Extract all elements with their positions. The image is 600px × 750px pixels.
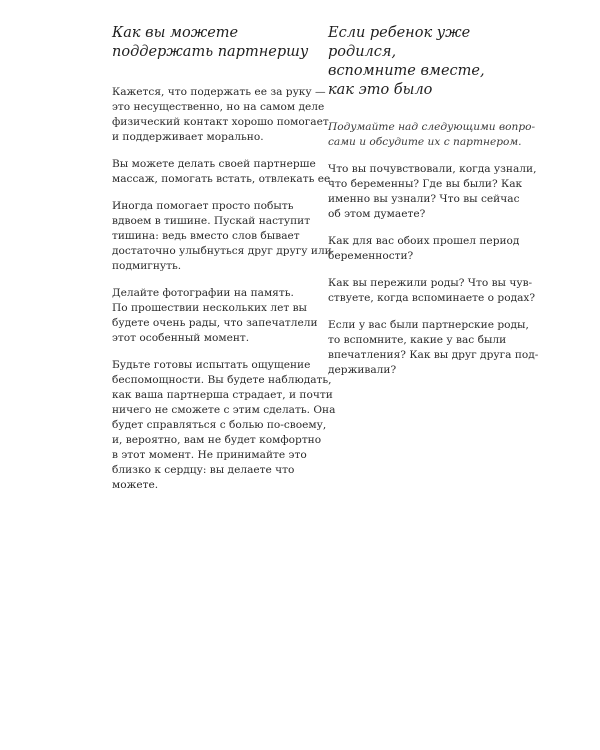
text-line: в этот момент. Не принимайте это bbox=[112, 449, 307, 461]
text-line: ничего не сможете с этим сделать. Она bbox=[112, 404, 336, 416]
text-line: массаж, помогать встать, отвлекать ее. bbox=[112, 173, 334, 185]
left-heading-line: Как вы можете bbox=[112, 25, 239, 41]
text-line: держивали? bbox=[328, 364, 397, 376]
left-paragraph-2 bbox=[112, 157, 334, 187]
text-line: этот особенный момент. bbox=[112, 332, 250, 344]
left-paragraph-5 bbox=[112, 358, 336, 493]
text-line: можете. bbox=[112, 479, 159, 491]
text-line: Подумайте над следующими вопро- bbox=[328, 121, 536, 133]
text-line: вдвоем в тишине. Пускай наступит bbox=[112, 215, 311, 227]
right-question-2 bbox=[328, 234, 528, 264]
left-paragraph-1 bbox=[112, 85, 329, 145]
text-line: сами и обсудите их с партнером. bbox=[328, 136, 522, 148]
text-line: это несущественно, но на самом деле bbox=[112, 101, 325, 113]
text-line: физический контакт хорошо помогает bbox=[112, 116, 329, 128]
text-line: Будьте готовы испытать ощущение bbox=[112, 359, 311, 371]
text-line: достаточно улыбнуться друг другу или bbox=[112, 245, 332, 257]
text-line: беременности? bbox=[328, 250, 414, 262]
text-line: беспомощности. Вы будете наблюдать, bbox=[112, 374, 332, 386]
text-line: впечатления? Как вы друг друга под- bbox=[328, 349, 539, 361]
right-question-4 bbox=[328, 318, 539, 378]
right-intro bbox=[328, 120, 536, 150]
text-line: Делайте фотографии на память. bbox=[112, 287, 294, 299]
right-heading-line: вспомните вместе, bbox=[328, 63, 485, 79]
text-line: Если у вас были партнерские роды, bbox=[328, 319, 529, 331]
text-line: и поддерживает морально. bbox=[112, 131, 264, 143]
right-heading-line: как это было bbox=[328, 82, 433, 98]
text-line: По прошествии нескольких лет вы bbox=[112, 302, 307, 314]
right-heading-line: Если ребенок уже родился, bbox=[328, 25, 471, 60]
text-line: будет справляться с болью по-своему, bbox=[112, 419, 327, 431]
text-line: Кажется, что подержать ее за руку — bbox=[112, 86, 326, 98]
text-line: близко к сердцу: вы делаете что bbox=[112, 464, 295, 476]
left-paragraph-4 bbox=[112, 286, 318, 346]
right-column bbox=[328, 24, 539, 390]
right-question-1 bbox=[328, 162, 537, 222]
text-line: Иногда помогает просто побыть bbox=[112, 200, 294, 212]
text-line: именно вы узнали? Что вы сейчас bbox=[328, 193, 520, 205]
left-heading-line: поддержать партнершу bbox=[112, 44, 309, 60]
text-line: Как вы пережили роды? Что вы чув- bbox=[328, 277, 533, 289]
text-line: Как для вас обоих прошел период bbox=[328, 235, 520, 247]
text-line: подмигнуть. bbox=[112, 260, 182, 272]
left-paragraph-3 bbox=[112, 199, 332, 274]
left-heading bbox=[112, 24, 310, 62]
text-line: и, вероятно, вам не будет комфортно bbox=[112, 434, 322, 446]
text-line: тишина: ведь вместо слов бывает bbox=[112, 230, 300, 242]
text-line: что беременны? Где вы были? Как bbox=[328, 178, 523, 190]
text-line: об этом думаете? bbox=[328, 208, 426, 220]
left-column bbox=[112, 24, 336, 505]
right-heading bbox=[328, 24, 528, 100]
text-line: то вспомните, какие у вас были bbox=[328, 334, 507, 346]
text-line: Вы можете делать своей партнерше bbox=[112, 158, 316, 170]
text-line: ствуете, когда вспоминаете о родах? bbox=[328, 292, 536, 304]
right-question-3 bbox=[328, 276, 536, 306]
text-line: Что вы почувствовали, когда узнали, bbox=[328, 163, 537, 175]
text-line: будете очень рады, что запечатлели bbox=[112, 317, 318, 329]
text-line: как ваша партнерша страдает, и почти bbox=[112, 389, 333, 401]
